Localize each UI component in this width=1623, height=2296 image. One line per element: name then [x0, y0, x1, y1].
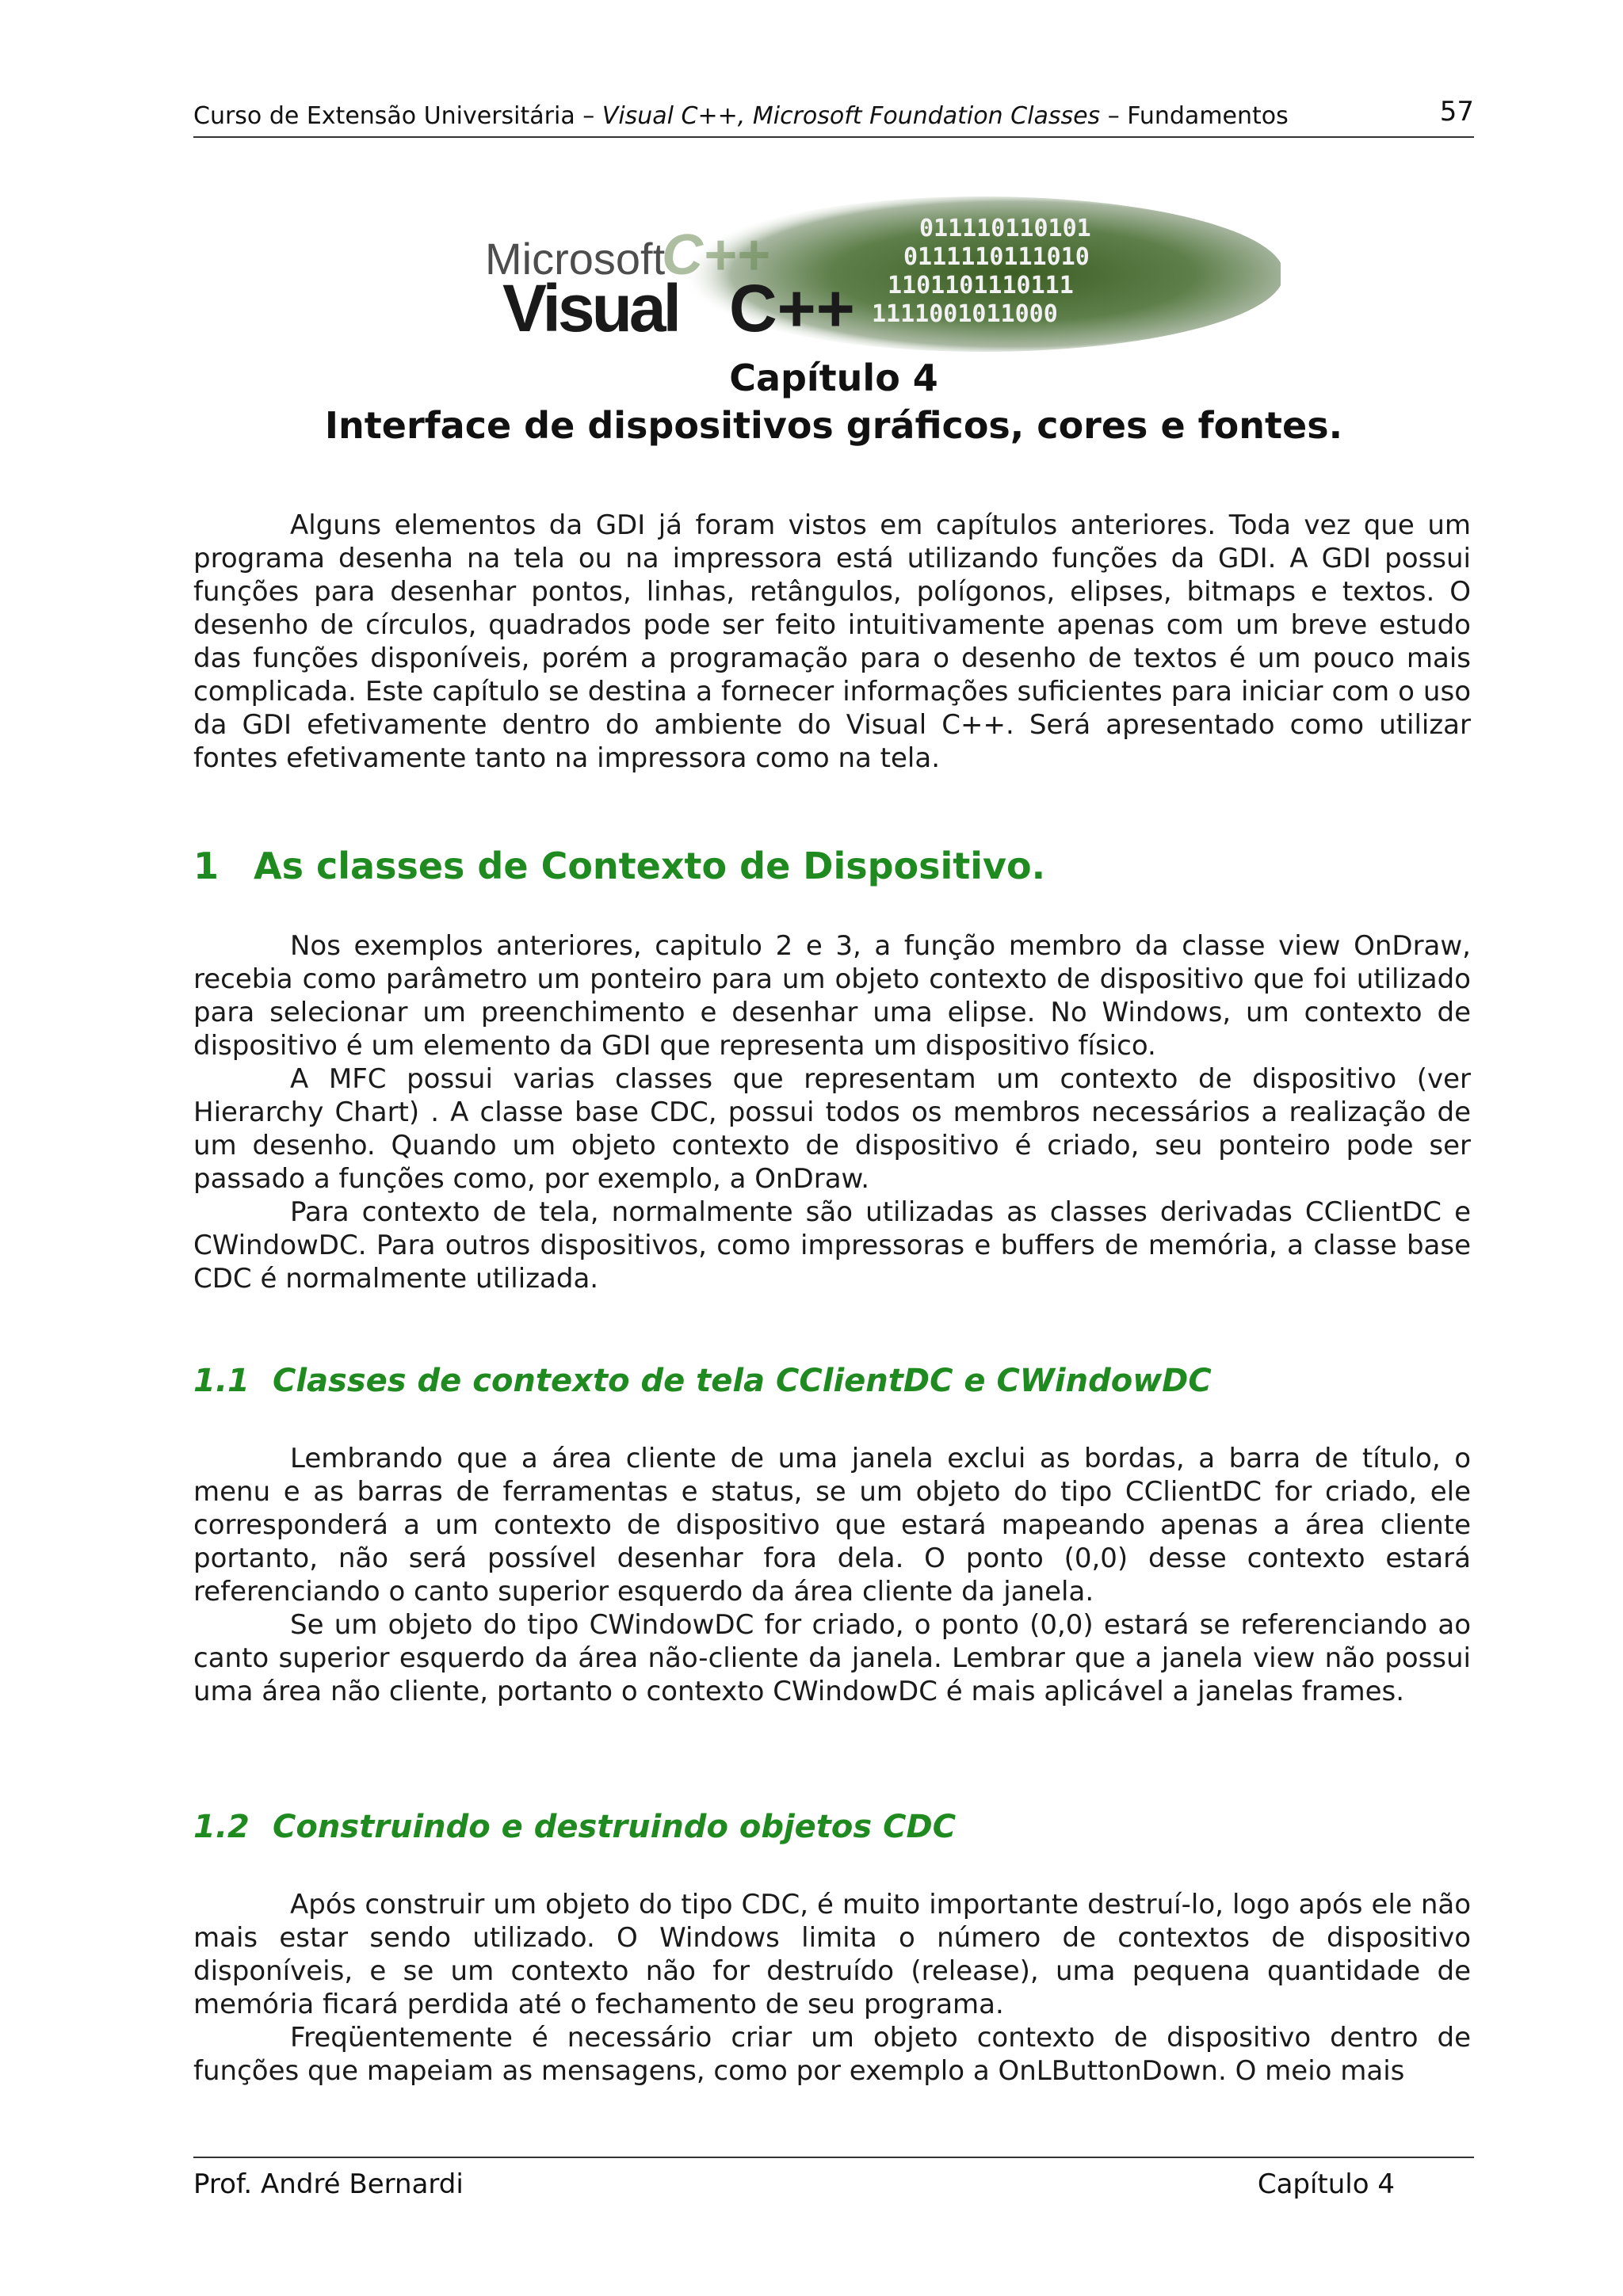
running-footer [193, 2157, 1474, 2207]
svg-text:1111001011000: 1111001011000 [872, 300, 1058, 328]
svg-text:C++: C++ [729, 271, 855, 345]
running-header [193, 97, 1474, 138]
visual-cpp-logo [475, 195, 1281, 353]
course-title: Curso de Extensão Universitária – Visual C++, Microsoft Foundation Classes – Fundamentos [193, 102, 1289, 130]
section-1-2-heading: 1.2 Construindo e destruindo objetos CDC [193, 1809, 957, 1845]
section-1-paragraph: Para contexto de tela, normalmente são utilizadas as classes derivadas CClientDC e CWindowDC. Para outros dispositivos, como impressoras e buffers de memória, a classe base CDC é normalmente utilizada. [193, 1196, 1471, 1295]
svg-text:C++: C++ [662, 223, 770, 287]
page-number: 57 [1439, 96, 1474, 128]
section-1-1-paragraph: Lembrando que a área cliente de uma janela exclui as bordas, a barra de título, o menu e as barras de ferramentas e status, se um objeto do tipo CClientDC for criado, ele corresponderá a um contexto de dispositivo que estará mapeando apenas a área cliente portanto, não será possível desenhar fora dela. O ponto (0,0) desse contexto estará referenciando o canto superior esquerdo da área cliente da janela. [193, 1443, 1471, 1608]
section-1-paragraph: A MFC possui varias classes que representam um contexto de dispositivo (ver Hierarchy Chart) . A classe base CDC, possui todos os membros necessários a realização de um desenho. Quando um objeto contexto de dispositivo é criado, seu ponteiro pode ser passado a funções como, por exemplo, a OnDraw. [193, 1063, 1471, 1195]
svg-text:011110110101: 011110110101 [919, 215, 1091, 242]
section-1-1-paragraph: Se um objeto do tipo CWindowDC for criado, o ponto (0,0) estará se referenciando ao canto superior esquerdo da área não-cliente da janela. Lembrar que a janela view não possui uma área não cliente, portanto o contexto CWindowDC é mais aplicável a janelas frames. [193, 1609, 1471, 1707]
footer-chapter: Capítulo 4 [1257, 2168, 1395, 2200]
svg-text:0111110111010: 0111110111010 [903, 243, 1090, 271]
svg-text:Visual: Visual [502, 271, 678, 345]
section-1-2-paragraph: Freqüentemente é necessário criar um objeto contexto de dispositivo dentro de funções que mapeiam as mensagens, como por exemplo a OnLButtonDown. O meio mais [193, 2022, 1471, 2087]
footer-author: Prof. André Bernardi [193, 2168, 464, 2200]
section-1-heading: 1 As classes de Contexto de Dispositivo. [193, 845, 1046, 887]
section-1-paragraph: Nos exemplos anteriores, capitulo 2 e 3, a função membro da classe view OnDraw, recebia como parâmetro um ponteiro para um objeto contexto de dispositivo que foi utilizado para selecionar um preenchimento e desenhar uma elipse. No Windows, um contexto de dispositivo é um elemento da GDI que representa um dispositivo físico. [193, 930, 1471, 1062]
svg-text:Microsoft: Microsoft [485, 234, 666, 284]
chapter-label: Capítulo 4 [729, 357, 938, 399]
section-1-1-heading: 1.1 Classes de contexto de tela CClientDC e CWindowDC [193, 1363, 1212, 1399]
svg-text:1101101110111: 1101101110111 [888, 272, 1074, 299]
intro-paragraph: Alguns elementos da GDI já foram vistos em capítulos anteriores. Toda vez que um programa desenha na tela ou na impressora está utilizando funções da GDI. A GDI possui funções para desenhar pontos, linhas, retângulos, polígonos, elipses, bitmaps e textos. O desenho de círculos, quadrados pode ser feito intuitivamente apenas com um breve estudo das funções disponíveis, porém a programação para o desenho de textos é um pouco mais complicada. Este capítulo se destina a fornecer informações suficientes para iniciar com o uso da GDI efetivamente dentro do ambiente do Visual C++. Será apresentado como utilizar fontes efetivamente tanto na impressora como na tela. [193, 509, 1471, 774]
chapter-title: Interface de dispositivos gráficos, cores e fontes. [324, 404, 1343, 447]
section-1-2-paragraph: Após construir um objeto do tipo CDC, é muito importante destruí-lo, logo após ele não mais estar sendo utilizado. O Windows limita o número de contextos de dispositivo disponíveis, e se um contexto não for destruído (release), uma pequena quantidade de memória ficará perdida até o fechamento de seu programa. [193, 1889, 1471, 2020]
